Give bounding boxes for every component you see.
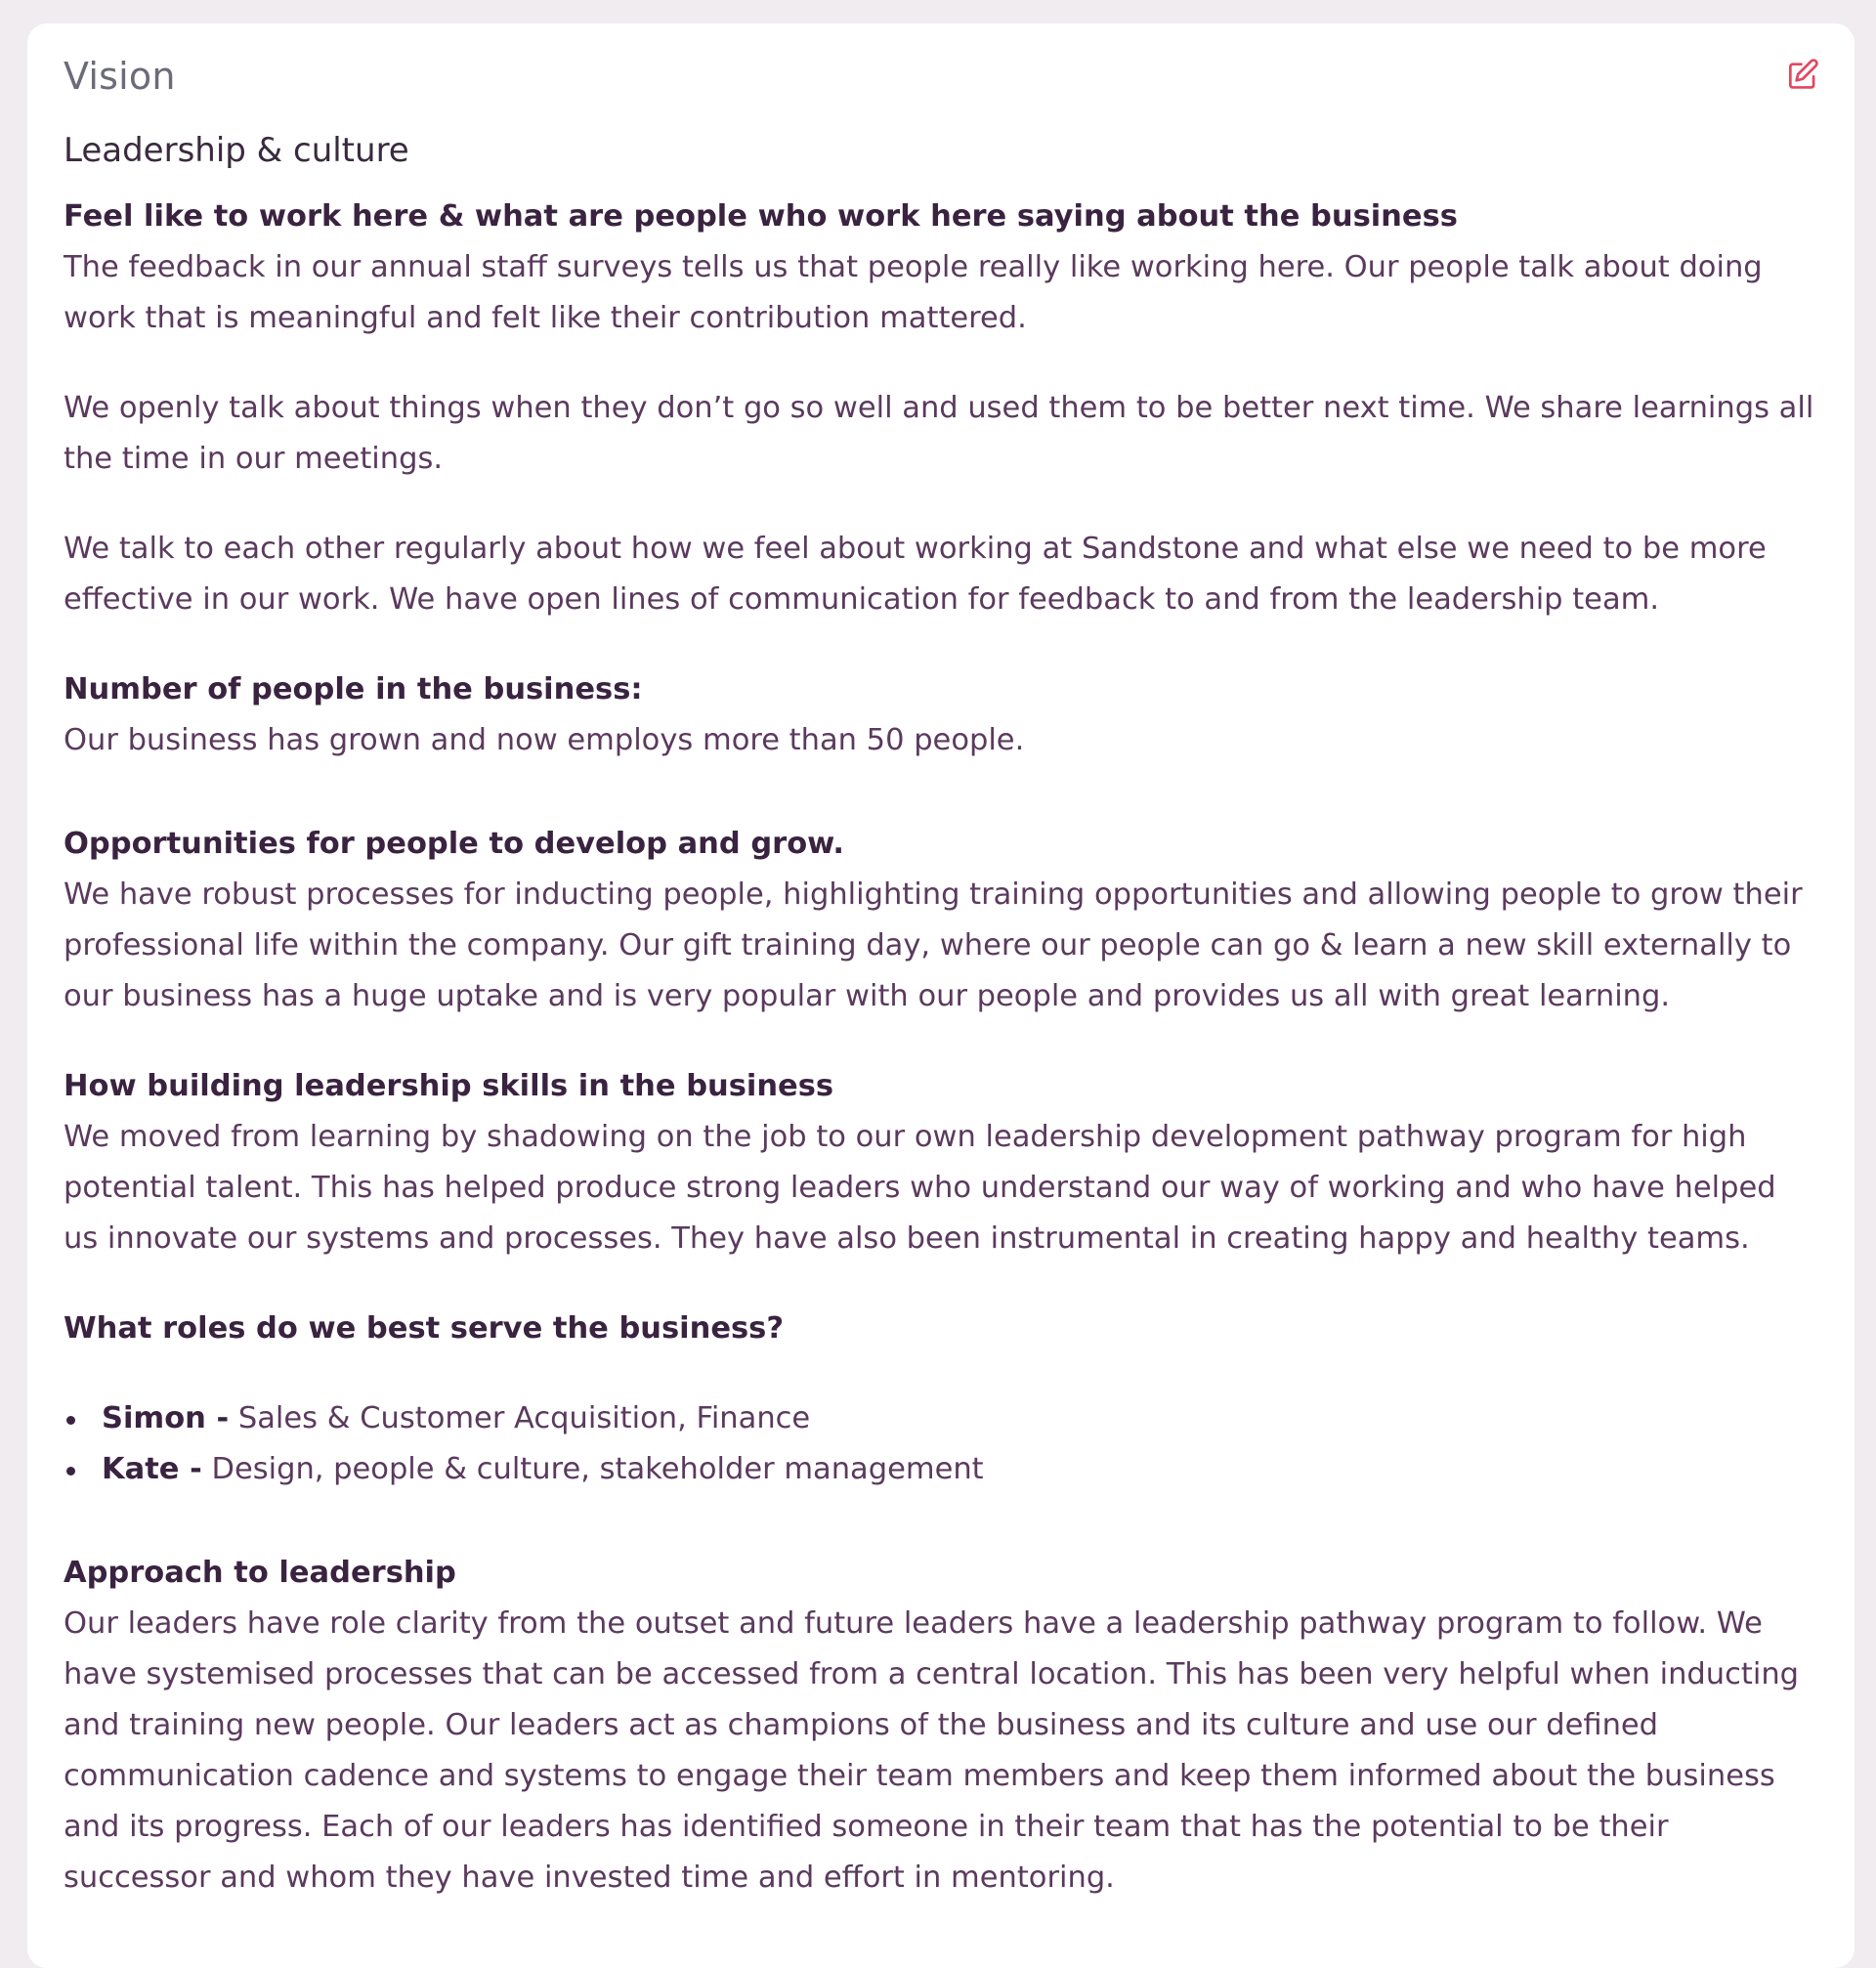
card-title: Vision: [64, 55, 176, 98]
card-header: [64, 57, 1818, 111]
role-desc: Design, people & culture, stakeholder management: [211, 1452, 984, 1486]
roles-label: What roles do we best serve the business?: [64, 1311, 785, 1346]
feel-paragraph-2: We openly talk about things when they don’t go so well and used them to be better next time. We share learnings all the time in our meetings.: [64, 391, 1814, 476]
headcount-label: Number of people in the business:: [64, 672, 643, 706]
approach-label: Approach to leadership: [64, 1556, 456, 1590]
vision-card: [27, 23, 1855, 1968]
rich-text-content: [64, 192, 1818, 1904]
develop-text: We have robust processes for inducting people, highlighting training opportunities and allowing people to grow their professional life within the company. Our gift training day, where our people can go & learn a new skill externally to our business has a huge uptake and is very popular with our people and provides us all with great learning.: [64, 877, 1803, 1013]
role-name: Kate -: [102, 1452, 202, 1486]
develop-label: Opportunities for people to develop and grow.: [64, 827, 844, 861]
headcount-text: Our business has grown and now employs more than 50 people.: [64, 723, 1025, 757]
edit-button[interactable]: [1781, 53, 1824, 96]
section-heading: Leadership & culture: [64, 131, 409, 170]
pencil-edit-icon: [1784, 56, 1821, 93]
approach-text: Our leaders have role clarity from the outset and future leaders have a leadership pathway program to follow. We have systemised processes that can be accessed from a central location. This has been very helpful when inducting and training new people. Our leaders act as champions of the business and its culture and use our defined communication cadence and systems to engage their team members and keep them informed about the business and its progress. Each of our leaders has identified someone in their team that has the potential to be their successor and whom they have invested time and effort in mentoring.: [64, 1606, 1800, 1895]
feel-label: Feel like to work here & what are people who work here saying about the business: [64, 199, 1458, 234]
role-name: Simon -: [102, 1401, 230, 1435]
roles-list: [64, 1393, 1818, 1495]
feel-paragraph-3: We talk to each other regularly about how we feel about working at Sandstone and what else we need to be more effective in our work. We have open lines of communication for feedback to and from the leadership team.: [64, 532, 1767, 617]
role-desc: Sales & Customer Acquisition, Finance: [237, 1401, 811, 1435]
list-item: [64, 1393, 1818, 1444]
skills-text: We moved from learning by shadowing on the job to our own leadership development pathway program for high potential talent. This has helped produce strong leaders who understand our way of working and who have helped us innovate our systems and processes. They have also been instrumental in creating happy and healthy teams.: [64, 1120, 1776, 1256]
list-item: [64, 1444, 1818, 1495]
skills-label: How building leadership skills in the business: [64, 1069, 834, 1103]
feel-paragraph-1: The feedback in our annual staff surveys tells us that people really like working here. Our people talk about doing work that is meaningful and felt like their contribution mattered.: [64, 250, 1763, 335]
